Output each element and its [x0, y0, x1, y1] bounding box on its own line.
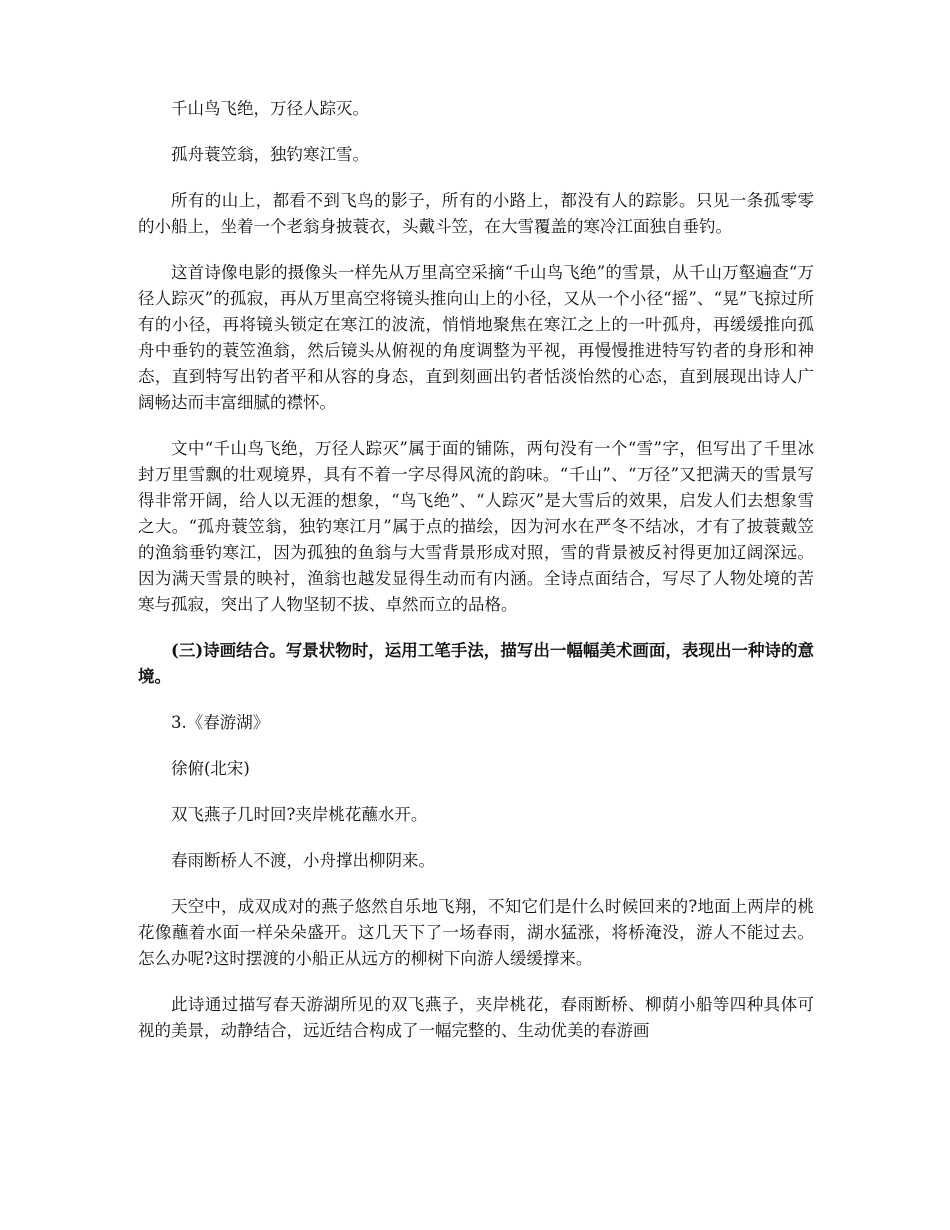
poem-analysis-point-surface: 文中“千山鸟飞绝，万径人踪灭”属于面的铺陈，两句没有一个“雪”字，但写出了千里冰封万里雪飘的壮观境界，具有不着一字尽得风流的韵味。“千山”、“万径”又把满天的雪景写得非常开阔，给人以无涯的想象，“鸟飞绝”、“人踪灭”是大雪后的效果，启发人们去想象雪之大。“孤舟蓑笠翁，独钓寒江月”属于点的描绘，因为河水在严冬不结冰，才有了披蓑戴笠的渔翁垂钓寒江，因为孤独的鱼翁与大雪背景形成对照，雪的背景被反衬得更加辽阔深远。因为满天雪景的映衬，渔翁也越发显得生动而有内涵。全诗点面结合，写尽了人物处境的苦寒与孤寂，突出了人物坚韧不拔、卓然而立的品格。 — [138, 439, 814, 614]
poem-analysis-camera: 这首诗像电影的摄像头一样先从万里高空采摘“千山鸟飞绝”的雪景，从千山万壑遍查“万径人踪灭”的孤寂，再从万里高空将镜头推向山上的小径，又从一个小径“摇”、“晃”飞掠过所有的小径，再将镜头锁定在寒江的波流，悄悄地聚焦在寒江之上的一叶孤舟，再缓缓推向孤舟中垂钓的蓑笠渔翁，然后镜头从俯视的角度调整为平视，再慢慢推进特写钓者的身形和神态，直到特写出钓者平和从容的身态，直到刻画出钓者恬淡怡然的心态，直到展现出诗人广阔畅达而丰富细腻的襟怀。 — [138, 263, 814, 412]
document-page — [138, 96, 814, 1044]
poem2-translation: 天空中，成双成对的燕子悠然自乐地飞翔，不知它们是什么时候回来的?地面上两岸的桃花像蘸着水面一样朵朵盛开。这几天下了一场春雨，湖水猛涨，将桥淹没，游人不能过去。怎么办呢?这时摆渡的小船正从远方的柳树下向游人缓缓撑来。 — [138, 897, 814, 968]
poem-translation: 所有的山上，都看不到飞鸟的影子，所有的小路上，都没有人的踪影。只见一条孤零零的小船上，坐着一个老翁身披蓑衣，头戴斗笠，在大雪覆盖的寒冷江面独自垂钓。 — [138, 191, 814, 236]
poem-line-2: 孤舟蓑笠翁，独钓寒江雪。 — [171, 145, 369, 164]
poem-author: 徐俯(北宋) — [171, 759, 250, 778]
poem-title: 3.《春游湖》 — [171, 713, 270, 732]
poem2-line-2: 春雨断桥人不渡，小舟撑出柳阴来。 — [171, 851, 435, 870]
poem-line-1: 千山鸟飞绝，万径人踪灭。 — [171, 99, 369, 118]
poem2-line-1: 双飞燕子几时回?夹岸桃花蘸水开。 — [171, 805, 428, 824]
poem2-analysis: 此诗通过描写春天游湖所见的双飞燕子，夹岸桃花，春雨断桥、柳荫小船等四种具体可视的美景，动静结合，远近结合构成了一幅完整的、生动优美的春游画 — [138, 995, 814, 1040]
section-heading: (三)诗画结合。写景状物时，运用工笔手法，描写出一幅幅美术画面，表现出一种诗的意境。 — [138, 641, 814, 686]
